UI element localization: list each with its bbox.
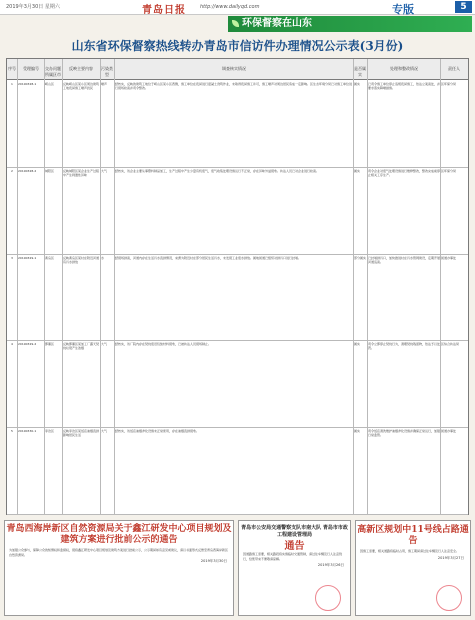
page-title: 山东省环保督察热线转办青岛市信访件办理情况公示表(3月份) <box>71 39 404 53</box>
table-row <box>7 167 468 255</box>
cell-resp: 区环保分局 <box>441 168 457 173</box>
cell-num: 5 <box>11 429 13 434</box>
notice-road-body: 因施工需要，相关道路将临时占用，施工期间请过往车辆及行人注意安全。 <box>360 549 460 553</box>
cell-verdict: 属实 <box>354 342 361 347</box>
column-divider <box>62 59 63 514</box>
table-row <box>7 427 468 515</box>
cell-dist: 崂山区 <box>45 82 55 86</box>
notice-traffic-title: 通告 <box>284 541 305 552</box>
cell-type: 大气 <box>101 168 108 173</box>
cell-type: 噪声 <box>101 82 108 86</box>
cell-content: 反映崂山区某小区周边建筑工地夜间施工噪声扰民 <box>63 82 99 90</box>
column-divider <box>44 59 45 514</box>
cell-resp: 区综合执法局 <box>441 342 460 347</box>
header-id: 受理编号 <box>23 66 39 71</box>
column-divider <box>367 59 368 514</box>
table-row <box>7 80 468 168</box>
leaf-icon <box>232 20 239 27</box>
cell-dist: 黄岛区 <box>45 255 55 260</box>
header-content: 反映主要内容 <box>69 66 93 71</box>
column-divider <box>100 59 101 514</box>
notice-road-date: 2019年3月27日 <box>437 555 464 560</box>
cell-detail: 经核实，该企业主要从事塑料制品加工，生产过程中产生少量有机废气，废气收集处理设施运行不正常，存在异味外溢现象。执法人员已对企业进行检查。 <box>115 168 320 173</box>
cell-num: 3 <box>11 255 13 260</box>
cell-dist: 李沧区 <box>45 429 55 434</box>
cell-num: 4 <box>11 342 13 347</box>
cell-resp: 街道办事处 <box>441 429 457 434</box>
issue-date: 2019年3月30日 星期六 <box>6 4 60 10</box>
cell-handle: 责令企业对废气处理设施进行维修整改，整改完成前停止相关工序生产。 <box>368 168 440 177</box>
cell-verdict: 属实 <box>354 429 361 434</box>
notice-planning-date: 2019年3月30日 <box>200 559 227 563</box>
header-verdict: 是否属实 <box>354 66 366 77</box>
cell-type: 大气 <box>101 342 108 347</box>
column-divider <box>114 59 115 514</box>
cell-content: 反映李沧区某饭店油烟直排影响居民生活 <box>63 429 99 438</box>
cell-resp: 区环保分局 <box>441 82 457 86</box>
header-district: 交办问题所属区市 <box>45 66 61 77</box>
website-url[interactable]: http://www.dailyqd.com <box>200 4 260 10</box>
notice-road-occupation <box>355 520 471 616</box>
notice-planning-title: 青岛西海岸新区自然资源局关于鑫江研发中心项目规划及建筑方案进行批前公示的通告 <box>6 524 232 545</box>
header-num: 序号 <box>8 66 16 71</box>
cell-verdict: 部分属实 <box>354 255 366 260</box>
cell-handle: 已封堵排污口，加快推进村庄污水管网建设，定期开展河道巡查。 <box>368 255 440 264</box>
cell-dist: 城阳区 <box>45 168 55 173</box>
topic-banner <box>228 16 472 32</box>
cell-detail: 经核实，反映的建筑工地位于崂山区某小区西侧，施工单位在夜间进行混凝土浇筑作业，未取得夜间施工许可，施工噪声对周边居民造成一定影响。区生态环境分局已对施工单位进行现场检查并责令整改。 <box>115 82 353 90</box>
header-detail: 调查核实情况 <box>222 66 246 71</box>
notice-road-title: 高新区规划中11号线占路通告 <box>357 525 469 546</box>
cell-id: 20190330-1 <box>18 429 37 434</box>
newspaper-header <box>0 0 475 15</box>
cell-handle: 责令饭店清洗维护油烟净化设施并确保正常运行，加强日常监管。 <box>368 429 440 438</box>
notice-traffic-date: 2019年3月26日 <box>317 563 344 567</box>
cell-num: 1 <box>11 82 13 86</box>
newspaper-logo: 青岛日报 <box>142 5 186 16</box>
official-seal <box>315 585 341 611</box>
table-header <box>7 59 468 80</box>
table-row <box>7 340 468 428</box>
complaint-table <box>6 58 469 515</box>
cell-num: 2 <box>11 168 13 173</box>
cell-detail: 经现场排查，河道内存在生活污水直排情况，来源为附近村庄部分居民生活污水，未发现工业废水排放。属地街道已组织对排污口进行封堵。 <box>115 255 302 260</box>
cell-detail: 经核实，该饭店油烟净化设施未正常使用，存在油烟直排现象。 <box>115 429 200 434</box>
page-number: 5 <box>455 1 472 13</box>
cell-id: 20190328-1 <box>18 82 37 86</box>
cell-id: 20190329-2 <box>18 342 37 347</box>
column-divider <box>353 59 354 514</box>
cell-dist: 即墨区 <box>45 342 55 347</box>
cell-id: 20190329-1 <box>18 255 37 260</box>
column-divider <box>17 59 18 514</box>
header-handling: 处理和整改情况 <box>390 66 418 71</box>
banner-text: 环保督察在山东 <box>242 18 312 29</box>
cell-detail: 经核实，该厂院内存在焚烧废旧包装材料现象，已被执法人员现场制止。 <box>115 342 212 347</box>
cell-handle: 责令立即停止焚烧行为，清理焚烧残留物，依法予以处罚。 <box>368 342 440 351</box>
cell-verdict: 属实 <box>354 82 361 86</box>
column-divider <box>440 59 441 514</box>
notice-planning <box>4 520 234 616</box>
table-row <box>7 254 468 342</box>
cell-content: 反映即墨区某加工厂露天焚烧垃圾产生浓烟 <box>63 342 99 351</box>
cell-handle: 已责令施工单位停止违规夜间施工，依法立案查处，并要求落实降噪措施。 <box>368 82 440 90</box>
official-seal <box>436 585 462 611</box>
cell-type: 水 <box>101 255 105 260</box>
header-type: 污染类型 <box>101 66 113 77</box>
notice-traffic <box>238 520 351 616</box>
cell-verdict: 属实 <box>354 168 361 173</box>
cell-content: 反映城阳区某企业生产过程中产生刺激性异味 <box>63 168 99 177</box>
cell-content: 反映黄岛区某村庄附近河道有污水排放 <box>63 255 99 264</box>
cell-type: 大气 <box>101 429 108 434</box>
header-responsible: 责任人 <box>448 66 460 71</box>
notice-traffic-issuer: 青岛市公安局交通警察支队市南大队 青岛市市政工程建设管理局 <box>241 525 348 538</box>
cell-id: 20190328-2 <box>18 168 37 173</box>
notice-planning-body: 为加强公众参与，保障公众的知情权和监督权，现将鑫江研发中心项目规划及建筑方案进行批前公示，公示期间如有意见或建议，请以书面形式反馈至青岛西海岸新区自然资源局。 <box>9 548 229 557</box>
cell-resp: 街道办事处 <box>441 255 457 260</box>
notice-traffic-body: 因道路施工需要，相关路段将实施临时交通管制，请过往车辆及行人注意绕行，给您带来不便敬请谅解。 <box>243 552 343 561</box>
section-label: 专版 <box>392 3 414 16</box>
